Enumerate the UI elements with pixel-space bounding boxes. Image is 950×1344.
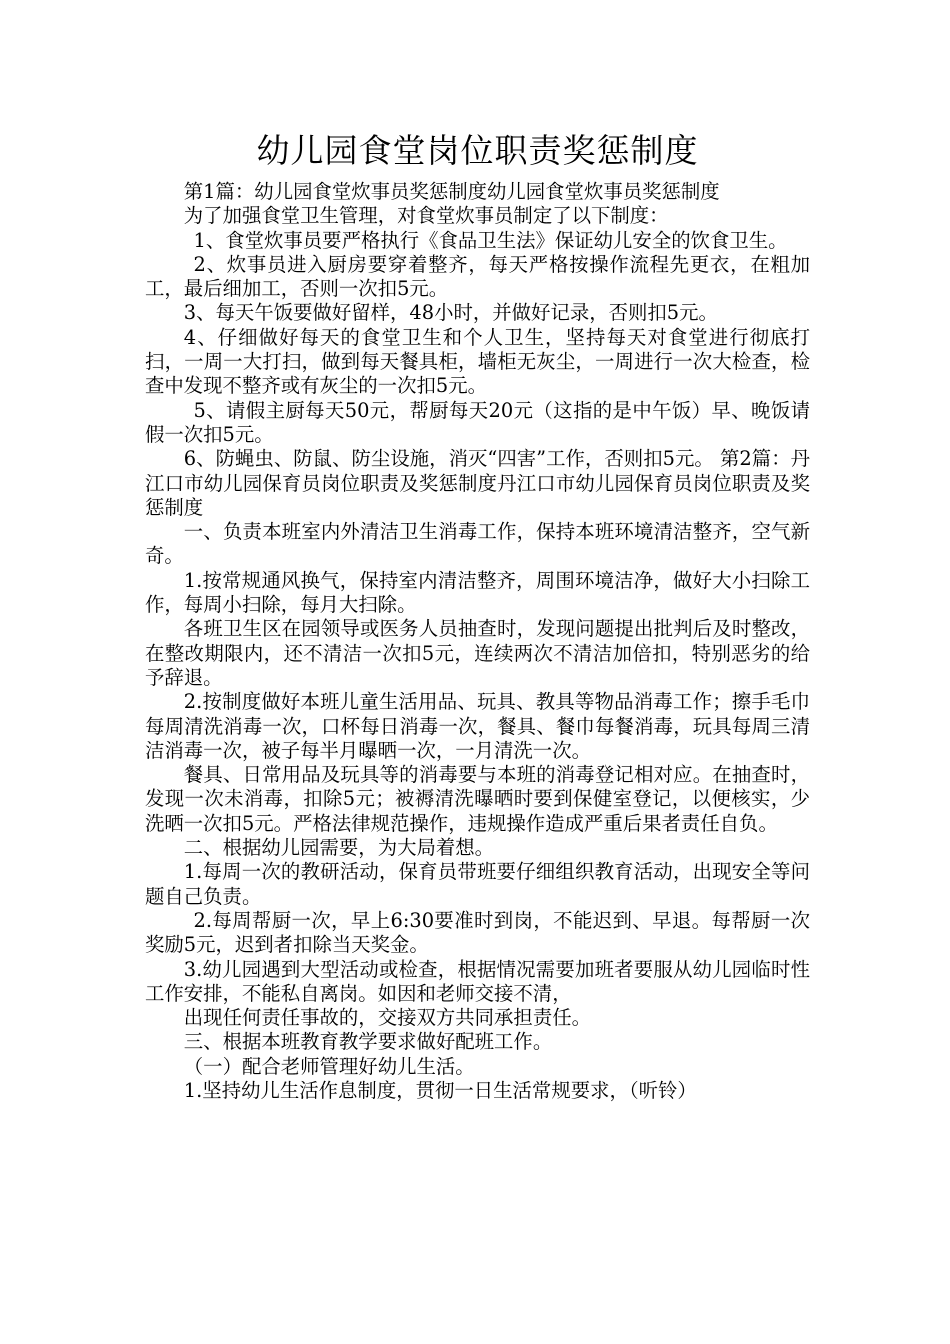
paragraph-21: 1.坚持幼儿生活作息制度，贯彻一日生活常规要求，（听铃）	[183, 1078, 697, 1102]
paragraph-11: 各班卫生区在园领导或医务人员抽查时，发现问题提出批判后及时整改，在整改期限内，还不清洁一次扣5元，连续两次不清洁加倍扣，特别恶劣的给予辞退。	[145, 617, 810, 689]
paragraph-6: 4、仔细做好每天的食堂卫生和个人卫生，坚持每天对食堂进行彻底打扫，一周一大打扫，做到每天餐具柜，墙柜无灰尘，一周进行一次大检查，检查中发现不整齐或有灰尘的一次扣5元。	[145, 325, 810, 398]
paragraph-17: 3.幼儿园遇到大型活动或检查，根据情况需要加班者要服从幼儿园临时性工作安排，不能私自离岗。如因和老师交接不清，	[145, 957, 810, 1005]
paragraph-20: （一）配合老师管理好幼儿生活。	[183, 1054, 475, 1078]
paragraph-10: 1.按常规通风换气，保持室内清洁整齐，周围环境洁净，做好大小扫除工作，每周小扫除，每月大扫除。	[145, 568, 810, 617]
document-page	[145, 128, 810, 1103]
paragraph-5: 3、每天午饭要做好留样，48小时，并做好记录，否则扣5元。	[183, 301, 718, 325]
paragraph-15: 1.每周一次的教研活动，保育员带班要仔细组织教育活动，出现安全等问题自己负责。	[145, 860, 810, 908]
paragraph-14: 二、根据幼儿园需要，为大局着想。	[183, 836, 495, 860]
paragraph-9: 一、负责本班室内外清洁卫生消毒工作，保持本班环境清洁整齐，空气新奇。	[145, 520, 810, 568]
paragraph-3: 1、食堂炊事员要严格执行《食品卫生法》保证幼儿安全的饮食卫生。	[193, 228, 788, 252]
paragraph-7: 5、请假主厨每天50元，帮厨每天20元（这指的是中午饭）早、晚饭请假一次扣5元。	[145, 398, 810, 446]
paragraph-8: 6、防蝇虫、防鼠、防尘设施，消灭“四害”工作，否则扣5元。 第2篇：丹江口市幼儿园保育员岗位职责及奖惩制度丹江口市幼儿园保育员岗位职责及奖惩制度	[145, 447, 810, 519]
paragraph-16: 2.每周帮厨一次，早上6:30要准时到岗，不能迟到、早退。每帮厨一次奖励5元，迟到者扣除当天奖金。	[145, 908, 810, 957]
paragraph-13: 餐具、日常用品及玩具等的消毒要与本班的消毒登记相对应。在抽查时，发现一次未消毒，扣除5元；被褥清洗曝晒时要到保健室登记，以便核实，少洗晒一次扣5元。严格法律规范操作，违规操作造成严重后果者责任自负。	[145, 763, 810, 835]
document-title: 幼儿园食堂岗位职责奖惩制度	[256, 131, 699, 170]
paragraph-19: 三、根据本班教育教学要求做好配班工作。	[183, 1030, 553, 1054]
paragraph-12: 2.按制度做好本班儿童生活用品、玩具、教具等物品消毒工作；擦手毛巾每周清洗消毒一次，口杯每日消毒一次，餐具、餐巾每餐消毒，玩具每周三清洁消毒一次，被子每半月曝晒一次，一月清洗一次。	[145, 690, 810, 762]
paragraph-1: 第1篇：幼儿园食堂炊事员奖惩制度幼儿园食堂炊事员奖惩制度	[183, 180, 720, 203]
paragraph-4: 2、炊事员进入厨房要穿着整齐，每天严格按操作流程先更衣，在粗加工，最后细加工，否则一次扣5元。	[145, 252, 810, 301]
paragraph-18: 出现任何责任事故的，交接双方共同承担责任。	[183, 1006, 591, 1030]
paragraph-2: 为了加强食堂卫生管理，对食堂炊事员制定了以下制度：	[183, 204, 669, 228]
